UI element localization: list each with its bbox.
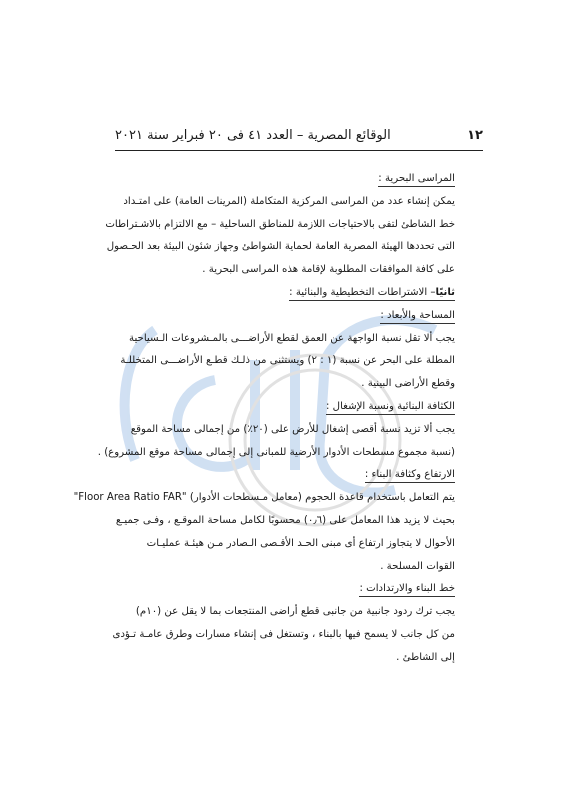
page-header <box>115 124 483 146</box>
paragraph-marinas <box>105 191 455 282</box>
text-line: يجب ترك ردود جانبية من جانبى قطع أراضى المنتجعات بما لا يقل عن (١٠م) <box>135 606 455 618</box>
text-line: خط الشاطئ لتفى بالاحتياجات اللازمة للمناطق الساحلية – مع الالتزام بالاشـتراطات <box>105 218 455 230</box>
text-line: وقطع الأراضى البينية . <box>361 378 455 390</box>
section-heading-density: الكثافة البنائية ونسبة الإشغال : <box>326 400 455 415</box>
text-line: يمكن إنشاء عدد من المراسى المركزية المتكاملة (المرينات العامة) على امتـداد <box>123 195 455 207</box>
text-line: التى تحددها الهيئة المصرية العامة لحماية الشواطئ وجهاز شئون البيئة بعد الحـصول <box>106 241 455 253</box>
paragraph-height <box>73 487 455 578</box>
text-line: (نسبة مجموع مسطحات الأدوار الأرضية للمبانى إلى إجمالى مساحة موقع المشروع) . <box>97 446 455 458</box>
heading-text: – الاشتراطات التخطيطية والبنائية : <box>289 286 435 301</box>
text-line: القوات المسلحة . <box>380 560 455 572</box>
text-line: يجب ألا تقل نسبة الواجهة عن العمق لقطع الأراضـــى بالمـشروعات الـسياحية <box>128 332 455 344</box>
section-heading-marinas: المراسى البحرية : <box>378 172 455 187</box>
section-heading-area: المساحة والأبعاد : <box>380 309 455 324</box>
document-body <box>73 168 455 670</box>
paragraph-area <box>110 328 455 396</box>
text-line: يتم التعامل باستخدام قاعدة الحجوم (معامل مـسطحات الأدوار) "Floor Area Ratio FAR" <box>73 492 455 504</box>
text-line: إلى الشاطئ . <box>396 651 455 663</box>
text-line: يجب ألا تزيد نسبة أقصى إشغال للأرض على (٢٠٪) من إجمالى مساحة الموقع <box>130 423 455 435</box>
text-line: على كافة الموافقات المطلوبة لإقامة هذه المراسى البحرية . <box>202 264 455 276</box>
section-heading-setback: خط البناء والارتدادات : <box>359 582 455 597</box>
header-divider <box>115 150 483 151</box>
text-line: من كل جانب لا يسمح فيها بالبناء ، وتستغل فى إنشاء مسارات وطرق عامـة تـؤدى <box>112 628 455 640</box>
text-line: الأحوال لا يتجاوز ارتفاع أى مبنى الحـد الأقـصى الـصادر مـن هيئـة عمليـات <box>146 537 455 549</box>
heading-prefix: ثانيًا <box>436 286 455 301</box>
section-heading-height: الارتفاع وكثافة البناء : <box>365 468 455 483</box>
page-number: ١٢ <box>467 127 483 143</box>
text-line: بحيث لا يزيد هذا المعامل على (٠٫٦) محسوبًا لكامل مساحة الموقـع ، وفـى جميـع <box>115 514 455 526</box>
gazette-title: الوقائع المصرية – العدد ٤١ فى ٢٠ فبراير سنة ٢٠٢١ <box>115 127 391 143</box>
paragraph-setback <box>110 601 455 669</box>
section-heading-second <box>110 282 455 305</box>
paragraph-density <box>97 419 455 465</box>
text-line: المطلة على البحر عن نسبة (١ : ٢) ويستثنى من ذلـك قطـع الأراضـــى المتخللـة <box>120 355 455 367</box>
